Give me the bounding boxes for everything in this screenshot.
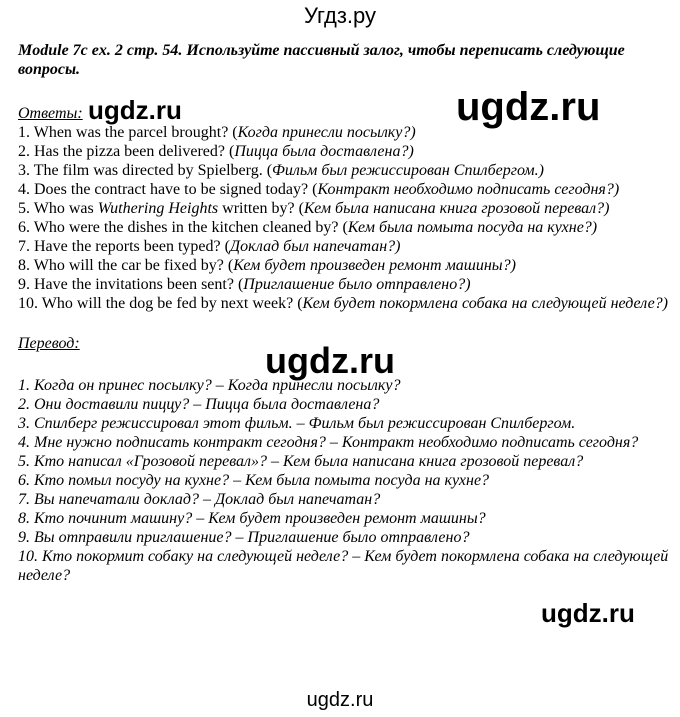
- answer-6: 6. Who were the dishes in the kitchen cleaned by? (Кем была помыта посуда на кухне?): [18, 219, 598, 236]
- answer-8: 8. Who will the car be fixed by? (Кем будет произведен ремонт машины?): [18, 257, 516, 274]
- translation-6: 6. Кто помыл посуду на кухне? – Кем была помыта посуда на кухне?: [18, 472, 490, 489]
- translation-1: 1. Когда он принес посылку? – Когда принесли посылку?: [18, 377, 401, 394]
- watermark: ugdz.ru: [265, 340, 395, 381]
- book-title: Wuthering Heights: [97, 200, 219, 217]
- watermark: ugdz.ru: [541, 598, 635, 628]
- site-header-title: Угдз.ру: [303, 3, 377, 28]
- translation-heading: Перевод:: [18, 335, 80, 352]
- footer-site-name: ugdz.ru: [306, 689, 374, 711]
- translation-9: 9. Вы отправили приглашение? – Приглашение было отправлено?: [18, 529, 470, 546]
- translation-7: 7. Вы напечатали доклад? – Доклад был напечатан?: [18, 491, 381, 508]
- answer-7: 7. Have the reports been typed? (Доклад был напечатан?): [18, 238, 401, 255]
- translation-8: 8. Кто починит машину? – Кем будет произведен ремонт машины?: [18, 510, 486, 527]
- watermark: ugdz.ru: [88, 95, 182, 125]
- translation-5: 5. Кто написал «Грозовой перевал»? – Кем была написана книга грозовой перевал?: [18, 453, 584, 470]
- translation-2: 2. Они доставили пиццу? – Пицца была доставлена?: [18, 396, 380, 413]
- answers-heading: Ответы:: [18, 105, 83, 122]
- translation-10: 10. Кто покормит собаку на следующей неделе? – Кем будет покормлена собака на следующей неделе?: [18, 548, 669, 584]
- answer-3: 3. The film was directed by Spielberg. (Фильм был режиссирован Спилбергом.): [18, 162, 544, 179]
- answer-9: 9. Have the invitations been sent? (Приглашение было отправлено?): [18, 276, 471, 293]
- answer-4: 4. Does the contract have to be signed today? (Контракт необходимо подписать сегодня?): [18, 181, 620, 198]
- translation-list: [18, 376, 673, 585]
- translation-4: 4. Мне нужно подписать контракт сегодня? – Контракт необходимо подписать сегодня?: [18, 434, 639, 451]
- answer-10: 10. Who will the dog be fed by next week? (Кем будет покормлена собака на следующей неделе?): [18, 295, 669, 312]
- task-description: Module 7c ex. 2 стр. 54. Используйте пассивный залог, чтобы переписать следующие вопросы.: [18, 42, 625, 78]
- watermark: ugdz.ru: [456, 85, 601, 129]
- translation-3: 3. Спилберг режиссировал этот фильм. – Фильм был режиссирован Спилбергом.: [18, 415, 576, 432]
- answer-5: 5. Who was Wuthering Heights written by? (Кем была написана книга грозовой перевал?): [18, 200, 610, 217]
- answer-2: 2. Has the pizza been delivered? (Пицца была доставлена?): [18, 143, 414, 160]
- answer-1: 1. When was the parcel brought? (Когда принесли посылку?): [18, 124, 416, 141]
